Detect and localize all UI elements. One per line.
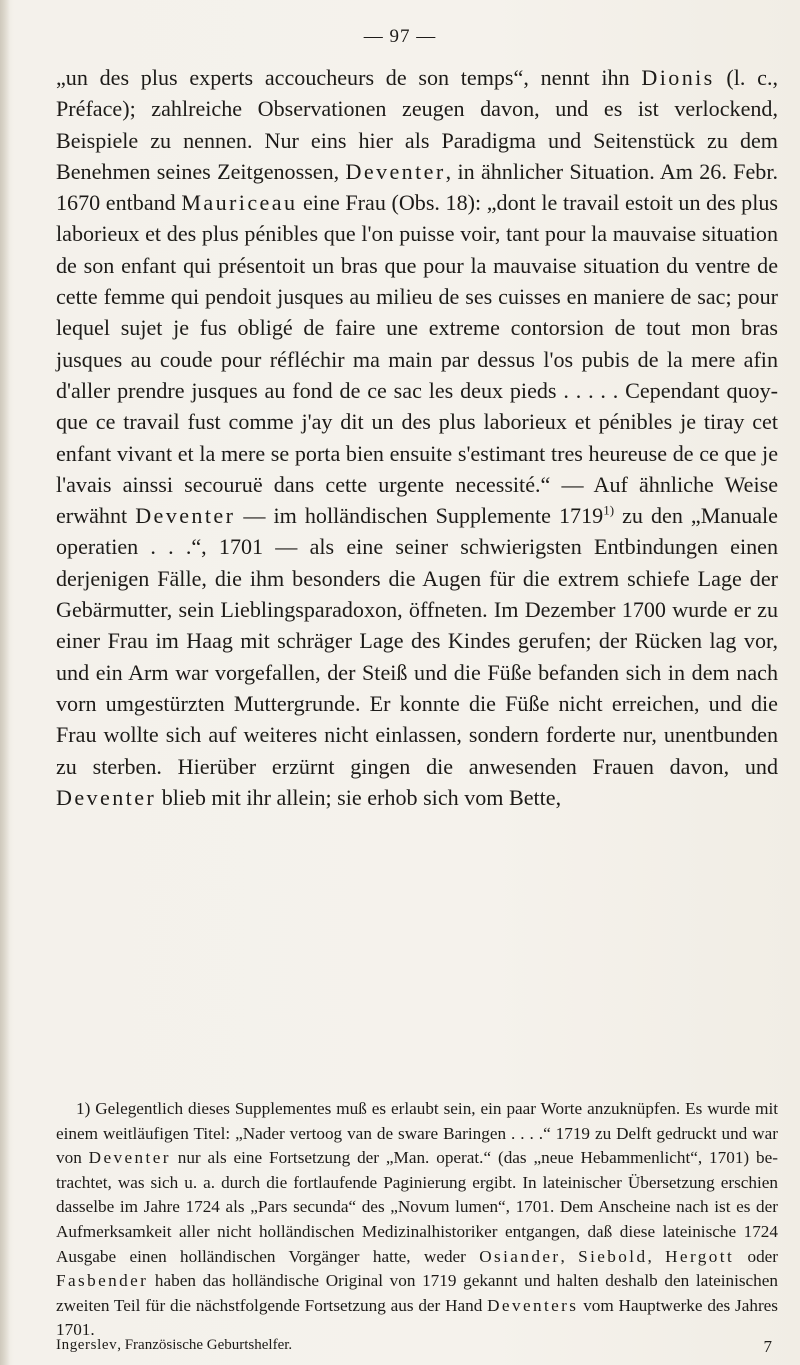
footnotes [56, 1097, 778, 1343]
text-run: (l. c., Préface); zahlreiche Observationen zeugen davon, und es ist verlockend, Beispiele zu nennen. Nur eins hier als Paradigma und Seitenstück zu dem Benehmen seines Zeitgenossen, [56, 65, 779, 184]
sheet-number: 7 [763, 1337, 772, 1356]
name-fasbender: Fasbender [56, 1271, 149, 1291]
text-run: , [647, 1246, 666, 1266]
text-run: haben das holländische Original von 1719 gekannt und halten deshalb den lateinischen zweiten Teil für die nächstfolgende Fortsetzung aus der Hand [56, 1271, 778, 1315]
text-run: , [560, 1246, 579, 1266]
name-osiander: Osiander [479, 1246, 561, 1266]
name-deventer: Deventer [88, 1148, 171, 1168]
page-number: — 97 — [363, 26, 437, 47]
text-run: zu den „Manuale operatien . . .“, 1701 — als eine seiner schwierigsten Entbindungen einen derjenigen Fälle, die ihm besonders die Augen für die extrem schiefe Lage der Gebärmutter, sein Lieblingsparadoxon, öffneten. Im Dezember 1700 wurde er zu einer Frau im Haag mit schräger Lage des Kindes gerufen; der Rücken lag vor, und ein Arm war vorgefallen, der Steiß und die Füße befanden sich in dem nach vorn umgestürzten Muttergrunde. Er konnte die Füße nicht erreichen, und die Frau wollte sich auf weiteres nicht einlassen, sondern forderte nur, unentbunden zu sterben. Hierüber erzürnt gingen die anwesenden Frauen davon, und [56, 503, 778, 779]
text-run: eine Frau (Obs. 18): „dont le travail estoit un des plus laborieux et des plus pénibles que l'on puisse voir, tant pour la mauvaise situation de son enfant qui présentoit un bras que pour la mauvaise situation du ventre de cette femme qui pendoit jusques au milieu de ses cuisses en maniere de sac; pour lequel sujet je fus obligé de faire une extreme contorsion de tout mon bras jusques au coude pour réfléchir ma main par dessus l'os pubis de la mere afin d'aller prendre jusques au fond de ce sac les deux pieds . . . . . Cependant quoy-que ce travail fust comme j'ay dit un des plus laborieux et pénibles je tiray cet enfant vivant et la mere se porta bien ensuite s'estimant tres heureuse de ce que je l'avais ainssi secouruë dans cette urgente necessité.“ — Auf ähnliche Weise erwähnt [56, 190, 778, 529]
gutter-shadow [0, 0, 10, 1365]
main-paragraph [56, 62, 778, 813]
name-deventer: Deventer [56, 784, 157, 810]
footnote-reference: 1) [603, 502, 615, 518]
name-deventers: Deventers [487, 1295, 579, 1315]
main-text [56, 62, 778, 813]
footnote-1 [56, 1097, 778, 1343]
name-hergott: Hergott [665, 1246, 735, 1266]
text-run: „un des plus experts accoucheurs de son temps“, nennt ihn [56, 65, 642, 90]
text-run: blieb mit ihr allein; sie erhob sich vom Bette, [156, 784, 562, 810]
sheet-signature [56, 1335, 778, 1355]
name-siebold: Siebold [578, 1246, 648, 1266]
text-run: , in ähnlicher Situation. Am 26. Febr. 1670 entband [56, 158, 778, 216]
text-run: vom Hauptwerke des Jahres 1701. [56, 1295, 778, 1340]
name-deventer: Deventer [345, 158, 446, 184]
text-run: — im holländischen Supplemente 1719 [235, 503, 604, 529]
text-run: nur als eine Fortsetzung der „Man. operat.“ (das „neue Hebammenlicht“, 1701) betrachtet, was sich u. a. durch die fortlaufende Paginierung ergibt. In lateinischer Übersetzung erschien dasselbe im Jahre 1724 als „Pars secunda“ des „Novum lumen“, 1701. Dem Anscheine nach ist es der Aufmerksamkeit aller nicht holländischen Medizinalhistoriker entgangen, daß diese lateinische 1724 Ausgabe einen holländischen Vorgänger hatte, weder [56, 1148, 778, 1266]
name-dionis: Dionis [641, 65, 715, 90]
name-mauriceau: Mauriceau [181, 190, 298, 216]
footnote-marker: 1) [76, 1099, 91, 1118]
text-run: oder [734, 1246, 779, 1266]
text-run: Gelegentlich dieses Supplementes muß es erlaubt sein, ein paar Worte anzuknüpfen. Es wurde mit einem weitläufigen Titel: „Nader vertoog van de sware Baringen . . . .“ 1719 zu Delft gedruckt und war von [56, 1099, 778, 1168]
name-deventer: Deventer [135, 503, 236, 529]
signature-title: , Französische Geburtshelfer. [117, 1337, 293, 1353]
signature-author: Ingerslev [56, 1337, 118, 1353]
